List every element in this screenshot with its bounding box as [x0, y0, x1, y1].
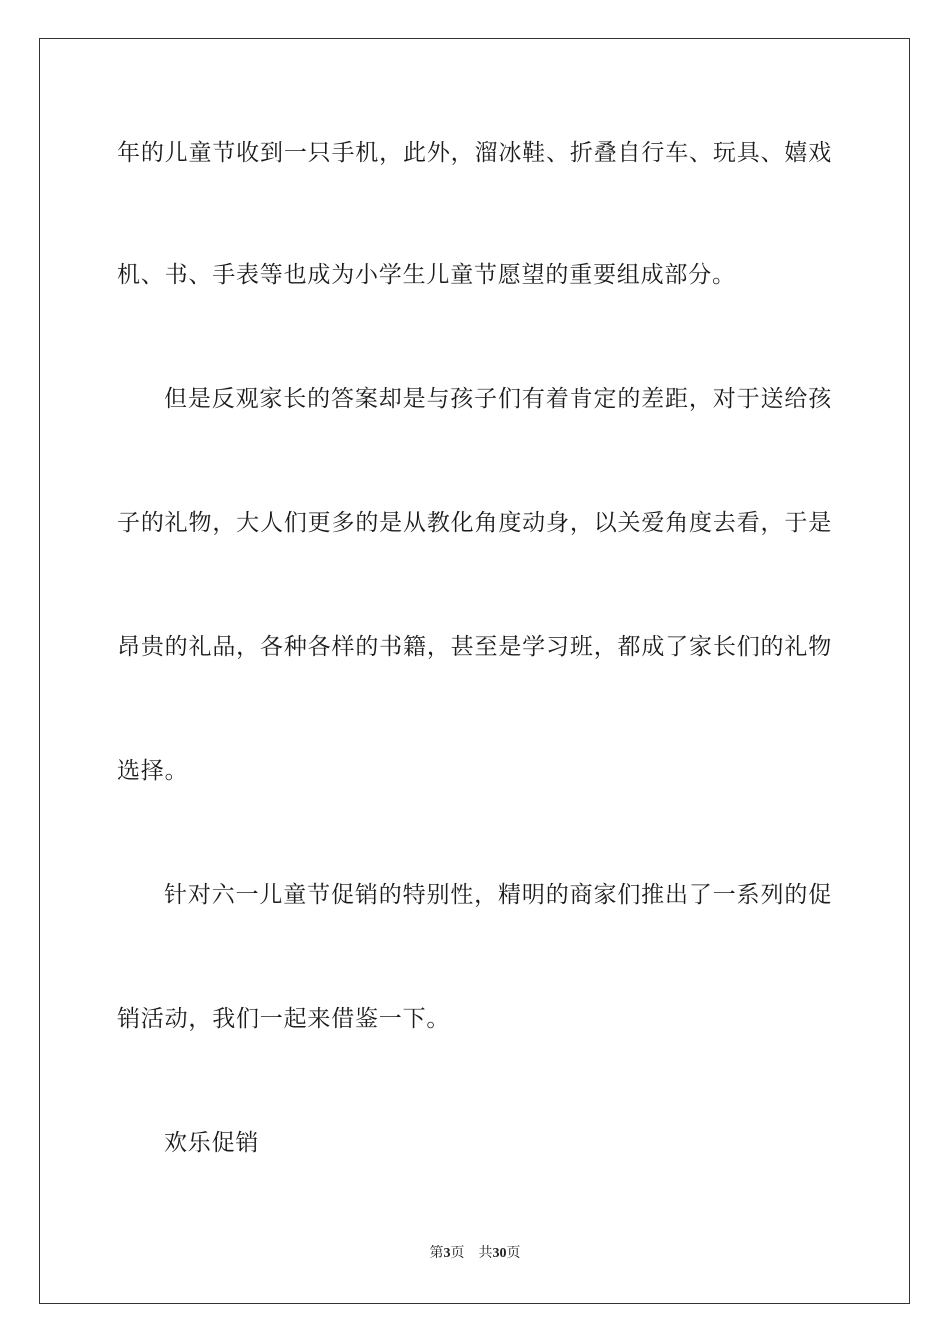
body-text-line: 销活动，我们一起来借鉴一下。: [117, 1006, 451, 1032]
total-suffix: 页: [506, 1245, 521, 1261]
body-text-line: 选择。: [117, 758, 189, 784]
page-frame: [39, 38, 910, 1304]
page-number: 3: [443, 1246, 451, 1261]
body-text-line: 昂贵的礼品，各种各样的书籍，甚至是学习班，都成了家长们的礼物: [117, 634, 832, 660]
total-prefix: 共: [478, 1245, 493, 1261]
body-text-line: 子的礼物，大人们更多的是从教化角度动身，以关爱角度去看，于是: [117, 510, 832, 536]
page-suffix: 页: [450, 1245, 465, 1261]
page-prefix: 第: [429, 1245, 444, 1261]
body-text-line: 年的儿童节收到一只手机，此外，溜冰鞋、折叠自行车、玩具、嬉戏: [117, 140, 832, 166]
section-heading: 欢乐促销: [164, 1130, 260, 1156]
body-text-line: 针对六一儿童节促销的特别性，精明的商家们推出了一系列的促: [164, 882, 832, 908]
body-text-line: 但是反观家长的答案却是与孩子们有着肯定的差距，对于送给孩: [164, 386, 832, 412]
page-footer: [0, 1243, 950, 1264]
body-text-line: 机、书、手表等也成为小学生儿童节愿望的重要组成部分。: [117, 262, 736, 288]
total-pages: 30: [492, 1246, 507, 1261]
